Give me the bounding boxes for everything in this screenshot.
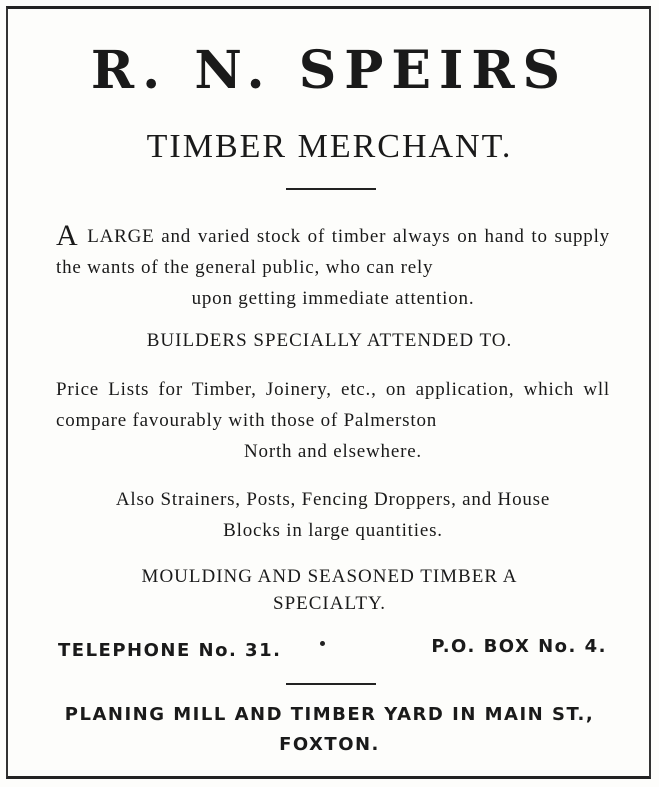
also-last-line: Blocks in large quantities.: [223, 520, 443, 541]
price-paragraph: [56, 374, 610, 467]
moulding-line-2: SPECIALTY.: [273, 593, 386, 614]
price-text: Price Lists for Timber, Joinery, etc., on application, which wll compare favourably with those of Palmerston: [56, 379, 610, 431]
builders-line: BUILDERS SPECIALLY ATTENDED TO.: [146, 330, 513, 351]
also-text: Also Strainers, Posts, Fencing Droppers, and House: [115, 489, 551, 510]
divider-bottom: [286, 683, 376, 685]
also-paragraph: [56, 484, 610, 546]
separator-dot: [320, 641, 325, 646]
divider-top: [286, 188, 376, 190]
intro-dropcap: A: [56, 219, 79, 252]
intro-paragraph: [56, 220, 610, 314]
merchant-name: R. N. SPEIRS: [90, 40, 569, 101]
telephone-number: TELEPHONE No. 31.: [58, 640, 282, 661]
footer-address-line-1: PLANING MILL AND TIMBER YARD IN MAIN ST.,: [64, 704, 595, 725]
intro-text: LARGE and varied stock of timber always on hand to supply the wants of the general public, who can rely: [56, 226, 610, 278]
trade-title: TIMBER MERCHANT.: [146, 128, 513, 165]
moulding-line-1: MOULDING AND SEASONED TIMBER A: [141, 566, 518, 587]
footer-address-line-2: FOXTON.: [279, 734, 380, 755]
price-last-line: North and elsewhere.: [244, 441, 422, 462]
intro-last-line: upon getting immediate attention.: [191, 288, 475, 309]
po-box-number: P.O. BOX No. 4.: [431, 636, 607, 657]
